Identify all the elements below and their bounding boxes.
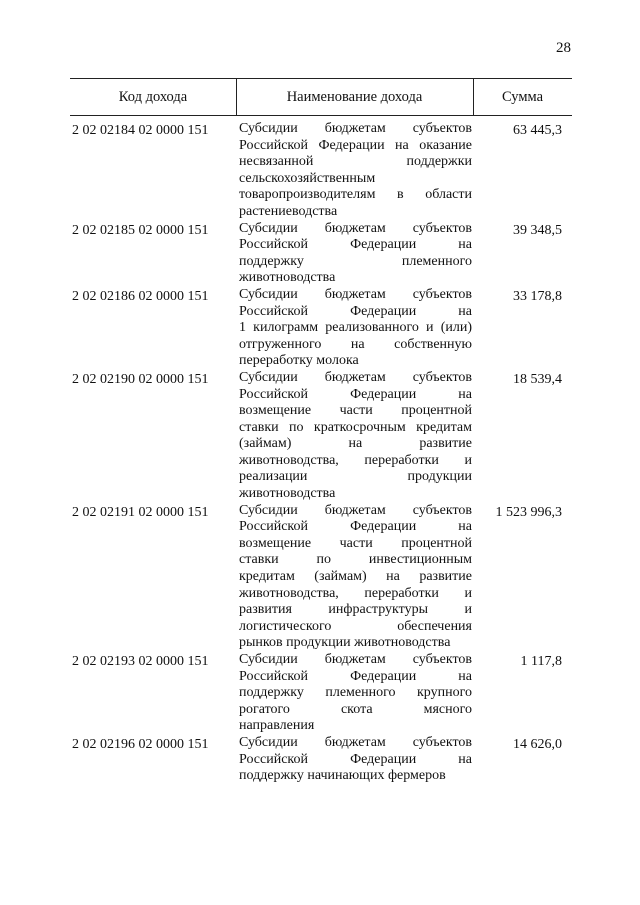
income-code: 2 02 02196 02 0000 151 bbox=[72, 736, 209, 752]
income-name-line: животноводства bbox=[239, 486, 336, 502]
income-name-line: поддержку начинающих фермеров bbox=[239, 768, 446, 784]
income-name-line: растениеводства bbox=[239, 203, 338, 219]
income-name-line: Субсидии бюджетам субъектов bbox=[239, 502, 472, 518]
income-name-line: животноводства, переработки и bbox=[239, 452, 472, 468]
income-name-line: отгруженного на собственную bbox=[239, 336, 472, 352]
income-name-line: Субсидии бюджетам субъектов bbox=[239, 652, 472, 667]
income-name-line: Российской Федерации на bbox=[239, 303, 472, 319]
income-name-line: Субсидии бюджетам субъектов bbox=[239, 286, 472, 302]
income-name-line: животноводства, переработки и bbox=[239, 585, 472, 601]
income-name bbox=[239, 121, 472, 221]
income-name-line: поддержку племенного крупного bbox=[239, 685, 472, 701]
income-name bbox=[239, 503, 472, 652]
income-name-line: Российской Федерации на bbox=[239, 519, 472, 535]
income-name-line: поддержку племенного bbox=[239, 253, 472, 269]
income-name-line: реализации продукции bbox=[239, 469, 472, 485]
income-name-line: ставки по краткосрочным кредитам bbox=[239, 419, 472, 435]
income-name-line: возмещение части процентной bbox=[239, 535, 472, 551]
income-sum: 1 117,8 bbox=[520, 654, 562, 669]
table-header bbox=[70, 78, 572, 116]
table-row bbox=[70, 370, 572, 503]
income-sum: 1 523 996,3 bbox=[495, 504, 562, 520]
table-body bbox=[70, 121, 572, 785]
income-name-line: Субсидии бюджетам субъектов bbox=[239, 369, 472, 385]
income-name bbox=[239, 287, 472, 370]
income-name-line: Российской Федерации на оказание bbox=[239, 137, 472, 153]
table-row bbox=[70, 503, 572, 652]
header-code: Код дохода bbox=[118, 89, 188, 105]
table-row bbox=[70, 221, 572, 287]
table-row bbox=[70, 652, 572, 735]
income-name-line: кредитам (займам) на развитие bbox=[239, 569, 472, 585]
page-number: 28 bbox=[556, 40, 571, 56]
income-name bbox=[239, 652, 472, 735]
income-name-line: Российской Федерации на bbox=[239, 668, 472, 684]
income-sum: 63 445,3 bbox=[513, 123, 562, 138]
income-code: 2 02 02190 02 0000 151 bbox=[72, 371, 209, 387]
income-name-line: 1 килограмм реализованного и (или) bbox=[239, 320, 472, 336]
table-row bbox=[70, 735, 572, 785]
income-name bbox=[239, 735, 472, 785]
income-name-line: ставки по инвестиционным bbox=[239, 552, 472, 568]
income-name bbox=[239, 370, 472, 503]
income-name-line: переработку молока bbox=[239, 353, 359, 369]
income-name-line: несвязанной поддержки bbox=[239, 154, 472, 170]
income-name-line: Российской Федерации на bbox=[239, 751, 472, 767]
income-name-line: направления bbox=[239, 718, 315, 734]
income-sum: 33 178,8 bbox=[513, 288, 562, 304]
income-code: 2 02 02185 02 0000 151 bbox=[72, 222, 209, 238]
income-name bbox=[239, 221, 472, 287]
income-name-line: товаропроизводителям в области bbox=[239, 187, 472, 203]
income-name-line: Субсидии бюджетам субъектов bbox=[239, 220, 472, 236]
income-name-line: (займам) на развитие bbox=[239, 436, 472, 452]
income-name-line: Субсидии бюджетам субъектов bbox=[239, 734, 472, 750]
income-name-line: рынков продукции животноводства bbox=[239, 635, 451, 651]
income-name-line: логистического обеспечения bbox=[239, 618, 472, 634]
income-name-line: возмещение части процентной bbox=[239, 403, 472, 419]
income-name-line: рогатого скота мясного bbox=[239, 701, 472, 717]
income-sum: 18 539,4 bbox=[513, 371, 562, 387]
header-sum: Сумма bbox=[501, 89, 544, 105]
income-code: 2 02 02186 02 0000 151 bbox=[72, 288, 209, 304]
income-name-line: сельскохозяйственным bbox=[239, 170, 376, 186]
income-code: 2 02 02193 02 0000 151 bbox=[72, 654, 209, 669]
income-sum: 14 626,0 bbox=[513, 736, 562, 752]
income-code: 2 02 02184 02 0000 151 bbox=[72, 123, 209, 138]
income-sum: 39 348,5 bbox=[513, 222, 562, 238]
income-name-line: развития инфраструктуры и bbox=[239, 602, 472, 618]
table-row bbox=[70, 287, 572, 370]
header-name: Наименование дохода bbox=[286, 89, 423, 105]
table-row bbox=[70, 121, 572, 221]
income-name-line: Субсидии бюджетам субъектов bbox=[239, 121, 472, 136]
income-name-line: Российской Федерации на bbox=[239, 237, 472, 253]
income-name-line: животноводства bbox=[239, 270, 336, 286]
income-name-line: Российской Федерации на bbox=[239, 386, 472, 402]
income-code: 2 02 02191 02 0000 151 bbox=[72, 504, 209, 520]
